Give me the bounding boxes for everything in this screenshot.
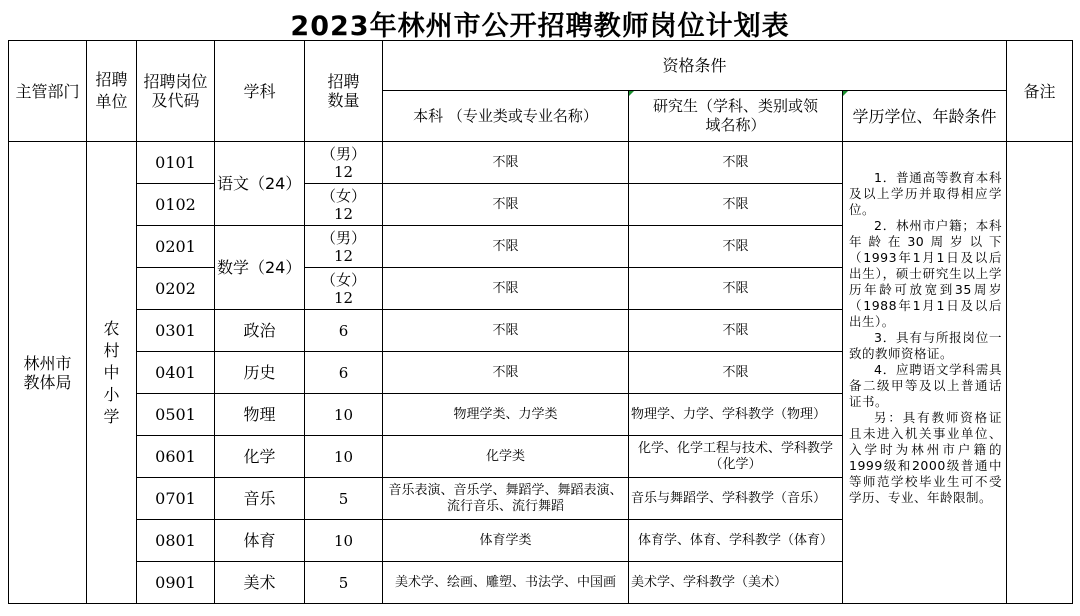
subject-cell: 历史 xyxy=(215,352,305,394)
condition-3: 3．具有与所报岗位一致的教师资格证。 xyxy=(849,330,1003,361)
grad-cell: 不限 xyxy=(629,184,843,226)
header-unit: 招聘单位 xyxy=(87,41,137,142)
header-dept: 主管部门 xyxy=(9,41,87,142)
header-grad: 研究生（学科、类别或领域名称） xyxy=(629,91,843,142)
position-code: 0202 xyxy=(137,268,215,310)
undergrad-cell: 不限 xyxy=(383,352,629,394)
subject-cell: 美术 xyxy=(215,562,305,604)
undergrad-cell: 不限 xyxy=(383,142,629,184)
position-code: 0801 xyxy=(137,520,215,562)
grad-cell: 物理学、力学、学科教学（物理） xyxy=(629,394,843,436)
position-code: 0201 xyxy=(137,226,215,268)
grad-cell: 美术学、学科教学（美术） xyxy=(629,562,843,604)
condition-4: 4．应聘语文学科需具备二级甲等及以上普通话证书。 xyxy=(849,362,1003,409)
condition-2: 2．林州市户籍；本科年龄在30周岁以下（1993年1月1日及以后出生），硕士研究生以上学历年龄可放宽到35周岁（1988年1月1日及以后出生）。 xyxy=(849,218,1003,329)
subject-chinese: 语文（24） xyxy=(215,142,305,226)
subject-cell: 体育 xyxy=(215,520,305,562)
undergrad-cell: 不限 xyxy=(383,226,629,268)
header-undergrad: 本科 （专业类或专业名称） xyxy=(383,91,629,142)
grad-cell: 音乐与舞蹈学、学科教学（音乐） xyxy=(629,478,843,520)
header-position: 招聘岗位及代码 xyxy=(137,41,215,142)
quantity-cell: （女）12 xyxy=(305,268,383,310)
unit-cell: 农村中小学 xyxy=(87,142,137,604)
undergrad-cell: 美术学、绘画、雕塑、书法学、中国画 xyxy=(383,562,629,604)
grad-cell: 不限 xyxy=(629,352,843,394)
header-degree-age: 学历学位、年龄条件 xyxy=(843,91,1007,142)
header-qualification: 资格条件 xyxy=(383,41,1007,91)
quantity-cell: 5 xyxy=(305,478,383,520)
header-remarks: 备注 xyxy=(1007,41,1073,142)
subject-cell: 物理 xyxy=(215,394,305,436)
undergrad-cell: 不限 xyxy=(383,184,629,226)
position-code: 0701 xyxy=(137,478,215,520)
recruitment-table xyxy=(8,40,1073,604)
undergrad-cell: 物理学类、力学类 xyxy=(383,394,629,436)
quantity-cell: 10 xyxy=(305,394,383,436)
undergrad-cell: 音乐表演、音乐学、舞蹈学、舞蹈表演、流行音乐、流行舞蹈 xyxy=(383,478,629,520)
position-code: 0601 xyxy=(137,436,215,478)
grad-cell: 不限 xyxy=(629,142,843,184)
dept-cell: 林州市教体局 xyxy=(9,142,87,604)
subject-math: 数学（24） xyxy=(215,226,305,310)
subject-cell: 政治 xyxy=(215,310,305,352)
quantity-cell: 5 xyxy=(305,562,383,604)
grad-cell: 不限 xyxy=(629,268,843,310)
position-code: 0301 xyxy=(137,310,215,352)
grad-cell: 体育学、体育、学科教学（体育） xyxy=(629,520,843,562)
position-code: 0101 xyxy=(137,142,215,184)
position-code: 0901 xyxy=(137,562,215,604)
grad-cell: 不限 xyxy=(629,226,843,268)
condition-1: 1．普通高等教育本科及以上学历并取得相应学位。 xyxy=(849,170,1003,217)
quantity-cell: 10 xyxy=(305,520,383,562)
conditions-cell xyxy=(843,142,1007,604)
page-title: 2023年林州市公开招聘教师岗位计划表 xyxy=(290,11,790,42)
quantity-cell: 6 xyxy=(305,352,383,394)
grad-cell: 不限 xyxy=(629,310,843,352)
undergrad-cell: 不限 xyxy=(383,268,629,310)
quantity-cell: （女）12 xyxy=(305,184,383,226)
undergrad-cell: 不限 xyxy=(383,310,629,352)
header-quantity: 招聘数量 xyxy=(305,41,383,142)
position-code: 0501 xyxy=(137,394,215,436)
quantity-cell: 6 xyxy=(305,310,383,352)
grad-cell: 化学、化学工程与技术、学科教学（化学） xyxy=(629,436,843,478)
position-code: 0401 xyxy=(137,352,215,394)
remarks-cell xyxy=(1007,142,1073,604)
header-subject: 学科 xyxy=(215,41,305,142)
quantity-cell: （男）12 xyxy=(305,226,383,268)
quantity-cell: 10 xyxy=(305,436,383,478)
subject-cell: 化学 xyxy=(215,436,305,478)
condition-other: 另：具有教师资格证且未进入机关事业单位、入学时为林州市户籍的1999级和2000级普通中等师范学校毕业生可不受学历、专业、年龄限制。 xyxy=(849,410,1003,505)
subject-cell: 音乐 xyxy=(215,478,305,520)
undergrad-cell: 体育学类 xyxy=(383,520,629,562)
undergrad-cell: 化学类 xyxy=(383,436,629,478)
quantity-cell: （男）12 xyxy=(305,142,383,184)
position-code: 0102 xyxy=(137,184,215,226)
